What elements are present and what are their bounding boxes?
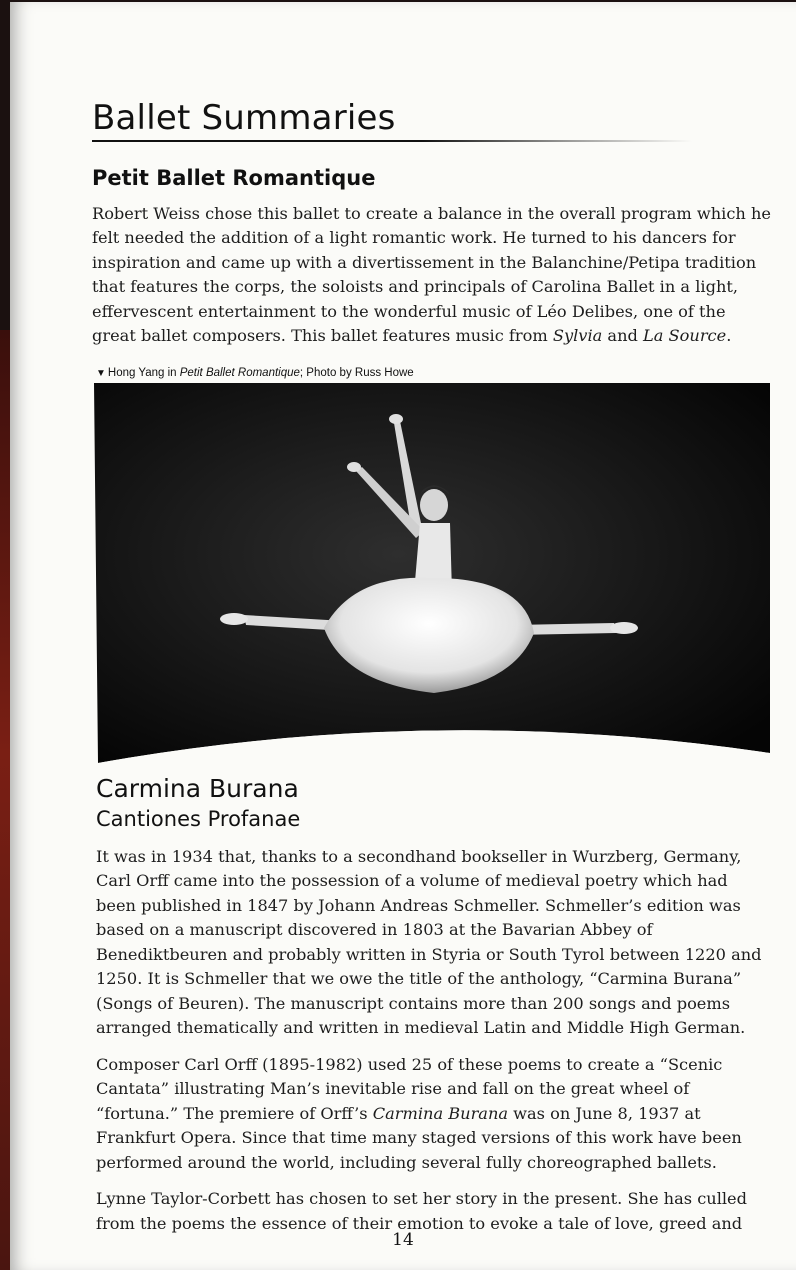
- book-page: [10, 2, 796, 1270]
- petit-ballet-title: Petit Ballet Romantique: [92, 165, 376, 190]
- carmina-paragraph-1: It was in 1934 that, thanks to a secondhand bookseller in Wurzberg, Germany, Carl Orff came into the possession of a volume of medieval poetry which had been published in 1847 by Johann Andreas Schmeller. Schmeller’s edition was based on a manuscript discovered in 1803 at the Bavarian Abbey of Benediktbeuren and probably written in Styria or South Tyrol between 1220 and 1250. It is Schmeller that we owe the title of the anthology, “Carmina Burana” (Songs of Beuren). The manuscript contains more than 200 songs and poems arranged thematically and written in medieval Latin and Middle High German.: [96, 846, 762, 1037]
- caption-marker-icon: ▼: [96, 367, 106, 379]
- dancer-photo-image: [94, 383, 770, 763]
- heading-rule: [92, 140, 692, 142]
- photo-caption: ▼ Hong Yang in Petit Ballet Romantique; Photo by Russ Howe: [96, 366, 414, 379]
- carmina-burana-title: Carmina Burana: [96, 773, 299, 803]
- page-content: [92, 98, 772, 1248]
- carmina-paragraph-3: Lynne Taylor-Corbett has chosen to set her story in the present. She has culled from the poems the essence of their emotion to evoke a tale of love, greed and: [96, 1189, 748, 1233]
- petit-ballet-description: Robert Weiss chose this ballet to create a balance in the overall program which he felt needed the addition of a light romantic work. He turned to his dancers for inspiration and came up with a divertissement in the Balanchine/Petipa tradition that features the corps, the soloists and principals of Carolina Ballet in a light, effervescent entertainment to the wonderful music of Léo Delibes, one of the great ballet composers. This ballet features music from Sylvia and La Source.: [92, 203, 771, 345]
- carmina-burana-subtitle: Cantiones Profanae: [96, 806, 301, 831]
- dancer-photo: [94, 383, 770, 763]
- carmina-paragraph-2: Composer Carl Orff (1895-1982) used 25 of these poems to create a “Scenic Cantata” illustrating Man’s inevitable rise and fall on the great wheel of “fortuna.” The premiere of Orff’s Carmina Burana was on June 8, 1937 at Frankfurt Opera. Since that time many staged versions of this work have been performed around the world, including several fully choreographed ballets.: [96, 1054, 742, 1172]
- page-number: 14: [392, 1230, 414, 1250]
- section-heading: Ballet Summaries: [92, 98, 396, 138]
- carmina-burana-body: [96, 845, 772, 1237]
